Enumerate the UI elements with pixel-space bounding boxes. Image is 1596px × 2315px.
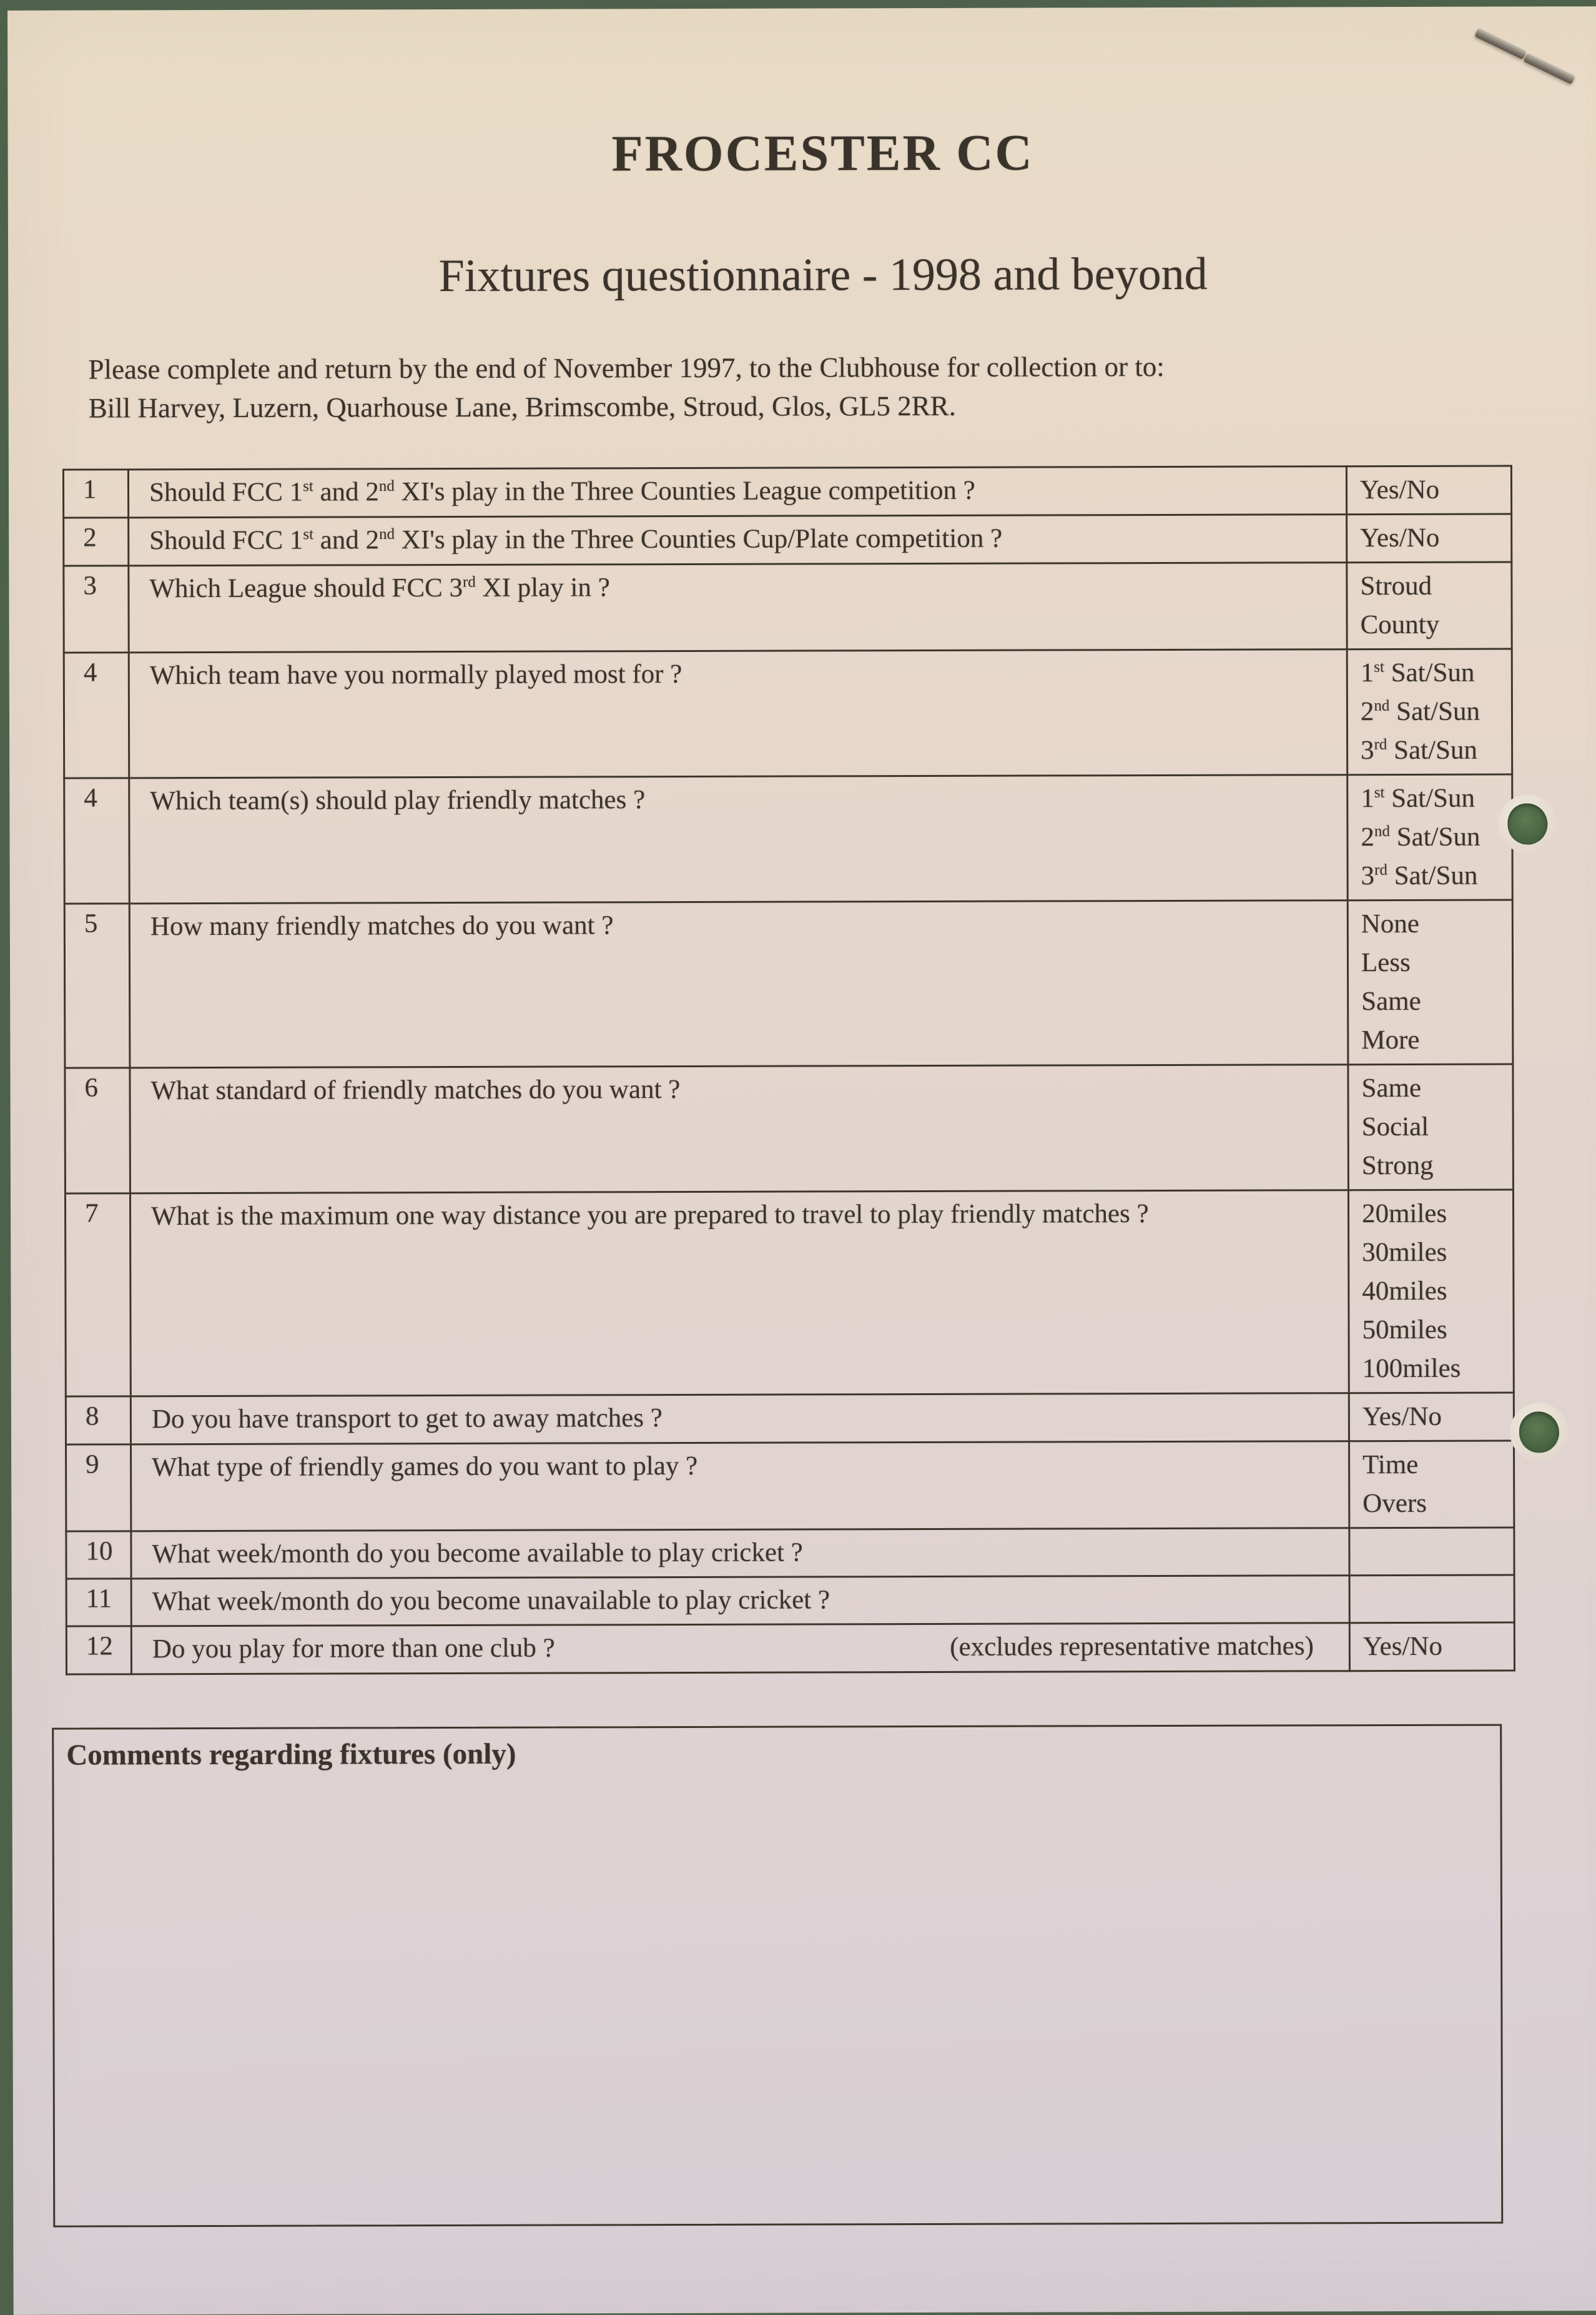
answer-option: 2nd Sat/Sun (1361, 822, 1480, 852)
question-number: 4 (64, 653, 129, 778)
answer-option: Strong (1361, 1151, 1434, 1181)
answer-options (1347, 900, 1513, 1065)
question-number: 9 (66, 1444, 131, 1531)
answer-option: Social (1361, 1112, 1429, 1142)
question-text: (excludes representative matches) Do you play for more than one club ? (131, 1622, 1349, 1674)
answer-options (1346, 466, 1511, 515)
answer-option: More (1361, 1025, 1420, 1055)
questionnaire-table-body (63, 466, 1514, 1674)
answer-options (1349, 1393, 1514, 1441)
answer-option: 3rd Sat/Sun (1361, 735, 1478, 766)
answer-options (1348, 1190, 1514, 1393)
table-row (64, 774, 1513, 904)
table-row (64, 649, 1512, 778)
table-row (66, 1575, 1514, 1626)
answer-option: Yes/No (1362, 1631, 1443, 1661)
comments-box (52, 1724, 1503, 2227)
answer-option: Time (1362, 1450, 1419, 1480)
hole-punch-icon (1510, 1403, 1569, 1461)
answer-option: 1st Sat/Sun (1360, 658, 1475, 688)
answer-option: Yes/No (1360, 523, 1440, 553)
question-note: (excludes representative matches) (950, 1631, 1314, 1662)
answer-option: 2nd Sat/Sun (1360, 696, 1480, 727)
page-title: FROCESTER CC (611, 124, 1034, 182)
answer-option: 20miles (1361, 1198, 1447, 1229)
answer-option: 50miles (1362, 1315, 1447, 1345)
answer-options (1347, 514, 1512, 563)
question-number: 4 (64, 778, 130, 904)
scanned-paper (7, 6, 1596, 2315)
table-row (64, 562, 1512, 653)
question-text: What week/month do you become unavailable to play cricket ? (131, 1576, 1349, 1626)
intro-line-2: Bill Harvey, Luzern, Quarhouse Lane, Brimscombe, Stroud, Glos, GL5 2RR. (88, 390, 957, 424)
answer-option: 30miles (1362, 1237, 1447, 1268)
table-row (66, 1393, 1514, 1444)
table-row (64, 514, 1512, 566)
table-row (65, 1064, 1514, 1193)
question-text: Should FCC 1st and 2nd XI's play in the Three Counties League competition ? (128, 466, 1346, 518)
answer-option: County (1360, 610, 1440, 640)
answer-options (1348, 1064, 1514, 1190)
answer-option: 40miles (1362, 1276, 1447, 1306)
answer-option: Overs (1362, 1489, 1427, 1519)
answer-option: Stroud (1360, 571, 1432, 601)
question-text: Do you have transport to get to away matches ? (131, 1393, 1349, 1444)
answer-option: Yes/No (1362, 1402, 1442, 1432)
question-text: Which team(s) should play friendly matches ? (129, 775, 1348, 904)
table-row (65, 1190, 1514, 1396)
question-number: 1 (63, 470, 128, 518)
answer-option: Less (1361, 948, 1411, 978)
answer-options (1349, 1622, 1514, 1671)
answer-option: Same (1361, 987, 1421, 1017)
question-text: Which team have you normally played most for ? (129, 649, 1347, 778)
question-text: Should FCC 1st and 2nd XI's play in the Three Counties Cup/Plate competition ? (129, 515, 1347, 566)
answer-options (1347, 774, 1513, 901)
question-number: 3 (64, 566, 129, 653)
question-text: What standard of friendly matches do you want ? (130, 1065, 1349, 1193)
answer-options (1347, 649, 1512, 775)
table-row (66, 1622, 1514, 1674)
page-subtitle: Fixtures questionnaire - 1998 and beyond (438, 248, 1208, 302)
hole-punch-opening (1507, 803, 1547, 844)
table-row (66, 1528, 1514, 1579)
table-row (66, 1441, 1514, 1531)
question-number: 8 (66, 1396, 131, 1444)
question-text: How many friendly matches do you want ? (129, 901, 1348, 1068)
answer-option: Same (1361, 1074, 1422, 1103)
document-content (7, 6, 1596, 2228)
answer-options (1347, 562, 1512, 649)
hole-punch-opening (1519, 1411, 1559, 1453)
hole-punch-icon (1498, 794, 1557, 853)
question-text: What week/month do you become available to play cricket ? (131, 1528, 1349, 1579)
answer-option: 1st Sat/Sun (1361, 783, 1475, 814)
question-number: 6 (65, 1068, 131, 1193)
intro-text (88, 346, 1557, 427)
comments-label: Comments regarding fixtures (only) (66, 1737, 516, 1772)
intro-line-1: Please complete and return by the end of November 1997, to the Clubhouse for collection or to: (88, 350, 1165, 385)
question-number: 12 (66, 1626, 131, 1674)
question-text: Which League should FCC 3rd XI play in ? (129, 563, 1347, 653)
answer-options (1349, 1575, 1514, 1622)
question-number: 7 (65, 1193, 131, 1396)
question-text: What type of friendly games do you want to play ? (131, 1441, 1349, 1531)
question-number: 10 (66, 1531, 131, 1579)
answer-option: Yes/No (1359, 475, 1440, 505)
answer-options (1349, 1528, 1514, 1575)
questionnaire-table (62, 465, 1515, 1676)
answer-options (1349, 1441, 1514, 1528)
question-number: 11 (66, 1579, 131, 1626)
answer-option: None (1361, 909, 1420, 939)
answer-option: 100miles (1362, 1353, 1461, 1384)
question-number: 2 (64, 518, 129, 566)
question-number: 5 (64, 904, 130, 1068)
table-row (63, 466, 1511, 518)
answer-option: 3rd Sat/Sun (1361, 861, 1478, 891)
question-text: What is the maximum one way distance you are prepared to travel to play friendly matches ? (130, 1190, 1349, 1396)
table-row (64, 900, 1513, 1068)
